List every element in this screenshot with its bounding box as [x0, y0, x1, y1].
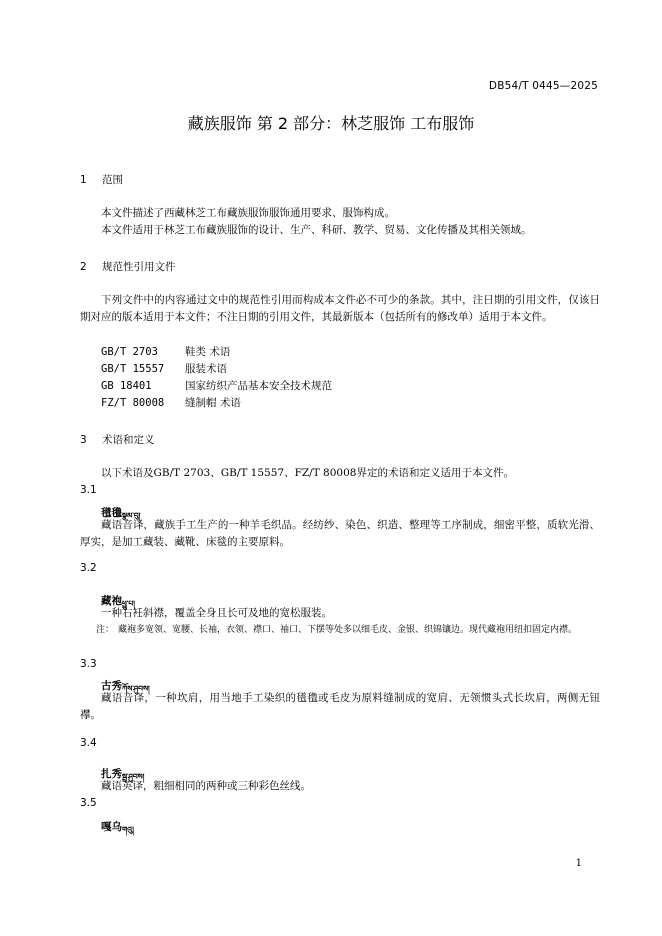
term-number: 3.1	[80, 484, 97, 496]
reference-code: GB/T 15557	[101, 363, 165, 375]
term-name: 氆氇	[101, 507, 122, 519]
term-tibetan: གའུ།	[122, 825, 134, 834]
note-label: 注：	[96, 625, 115, 635]
reference-item	[101, 361, 227, 378]
note-text: 藏袍多宽领、宽腰、长袖，衣领、襟口、袖口、下摆等处多以细毛皮、金银、织锦镶边。现代藏袍用纽扣固定内襟。	[118, 625, 578, 635]
section-number: 3	[80, 434, 87, 446]
section-number: 1	[80, 174, 87, 186]
reference-item	[101, 378, 332, 395]
term-number: 3.5	[80, 797, 97, 809]
term-tibetan: ཀོས་ཤུབས།	[122, 684, 150, 693]
term-definition: 一种右衽斜襟，覆盖全身且长可及地的宽松服装。	[101, 607, 332, 619]
term-number: 3.2	[80, 562, 97, 574]
document-title: 藏族服饰 第 2 部分：林芝服饰 工布服饰	[187, 114, 475, 133]
section-title: 规范性引用文件	[102, 261, 176, 273]
term-tibetan: སྣམ་བུ།	[122, 511, 141, 520]
term-name: 藏袍	[101, 595, 122, 607]
reference-item	[101, 344, 230, 361]
section-heading-normative-references	[80, 259, 176, 274]
section-title: 范围	[102, 174, 123, 186]
reference-title: 服装术语	[185, 363, 227, 375]
normative-references-paragraph: 下列文件中的内容通过文中的规范性引用而构成本文件必不可少的条款。其中，注日期的引用文件，仅该日期对应的版本适用于本文件；不注日期的引用文件，其最新版本（包括所有的修改单）适用于本文件。	[80, 294, 600, 323]
term-name: 嘎乌	[101, 821, 122, 833]
section-number: 2	[80, 261, 87, 273]
term-heading	[101, 815, 134, 843]
term-tibetan: ཕྱུ་པ།	[122, 599, 135, 608]
term-definition: 藏语英译，粗细相同的两种或三种彩色丝线。	[101, 780, 311, 792]
term-number: 3.4	[80, 737, 97, 749]
term-name: 扎秀	[101, 768, 122, 780]
term-definition: 藏语音译，藏族手工生产的一种羊毛织品。经纺纱、染色、织造、整理等工序制成，细密平整，质软光滑、厚实，是加工藏装、藏靴、床毯的主要原料。	[80, 519, 600, 548]
reference-code: GB 18401	[101, 380, 152, 392]
reference-title: 缝制帽 术语	[185, 397, 241, 409]
terms-paragraph: 以下术语及GB/T 2703、GB/T 15557、FZ/T 80008界定的术语和定义适用于本文件。	[101, 467, 514, 479]
reference-title: 鞋类 术语	[185, 346, 231, 358]
term-note	[96, 622, 602, 638]
scope-paragraph: 本文件描述了西藏林芝工布藏族服饰服饰通用要求、服饰构成。	[101, 207, 395, 219]
section-title: 术语和定义	[102, 434, 155, 446]
section-heading-terms-and-definitions	[80, 432, 155, 447]
reference-code: GB/T 2703	[101, 346, 158, 358]
term-name: 古秀	[101, 680, 122, 692]
term-tibetan: སྦྲ་ཤུབས།	[122, 772, 145, 781]
term-number: 3.3	[80, 658, 97, 670]
page-number: 1	[575, 858, 582, 869]
term-definition: 藏语音译，一种坎肩，用当地手工染织的氆氇或毛皮为原料缝制成的宽肩、无领惯头式长坎肩，两侧无钮襻。	[80, 692, 600, 721]
section-heading-scope	[80, 172, 123, 187]
reference-title: 国家纺织产品基本安全技术规范	[185, 380, 332, 392]
reference-item	[101, 395, 241, 412]
scope-paragraph: 本文件适用于林芝工布藏族服饰的设计、生产、科研、教学、贸易、文化传播及其相关领域。	[101, 224, 532, 236]
reference-code: FZ/T 80008	[101, 397, 165, 409]
document-number: DB54/T 0445—2025	[488, 80, 598, 92]
